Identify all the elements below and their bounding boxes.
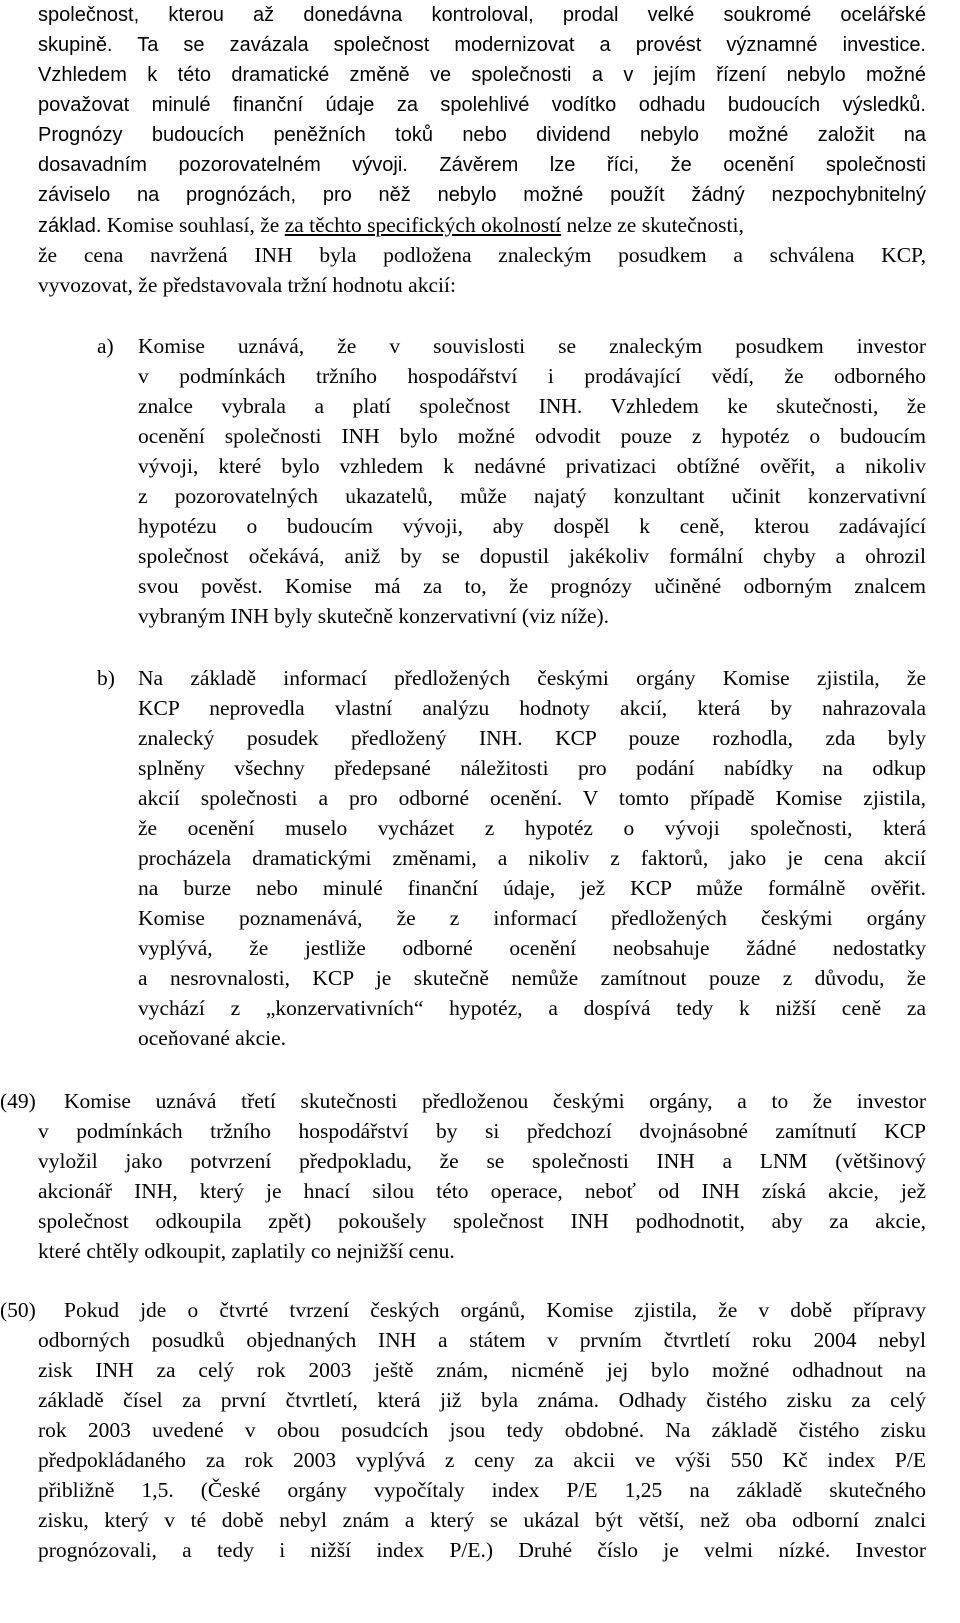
text-line: že cena navržená INH byla podložena znaleckým posudkem a schválena KCP, xyxy=(38,243,926,267)
text-line: odborných posudků objednaných INH a státem v prvním čtvrtletí roku 2004 nebyl xyxy=(38,1328,926,1352)
text-line: prognózovali, a tedy i nižší index P/E.) Druhé číslo je velmi nízké. Investor xyxy=(38,1538,926,1562)
text-line: a nesrovnalosti, KCP je skutečně nemůže zamítnout pouze z důvodu, že xyxy=(138,966,926,990)
text-line: skupině. Ta se zavázala společnost modernizovat a provést významné investice. xyxy=(38,34,926,56)
text-line: akcií společnosti a pro odborné ocenění. V tomto případě Komise zjistila, xyxy=(138,786,926,810)
text-line: z pozorovatelných ukazatelů, může najatý konzultant učinit konzervativní xyxy=(138,484,926,508)
text-line: ocenění společnosti INH bylo možné odvodit pouze z hypotéz o budoucím xyxy=(138,424,926,448)
text-line: Vzhledem k této dramatické změně ve společnosti a v jejím řízení nebylo možné xyxy=(38,64,926,86)
list-label: b) xyxy=(97,666,115,690)
text-line: znalecký posudek předložený INH. KCP pouze rozhodla, zda byly xyxy=(138,726,926,750)
text-line: vybraným INH byly skutečně konzervativní (viz níže). xyxy=(138,604,610,628)
text-line: vyložil jako potvrzení předpokladu, že se společnosti INH a LNM (většinový xyxy=(38,1149,926,1173)
text-line: hypotézu o budoucím vývoji, aby dospěl k ceně, kterou zadávající xyxy=(138,514,926,538)
text-line: předpokládaného za rok 2003 vyplývá z ceny za akcii ve výši 550 Kč index P/E xyxy=(38,1448,926,1472)
text-line: rok 2003 uvedené v obou posudcích jsou tedy obdobné. Na základě čistého zisku xyxy=(38,1418,926,1442)
text-line: procházela dramatickými změnami, a nikoliv z faktorů, jako je cena akcií xyxy=(138,846,926,870)
text-line: vyvozovat, že představovala tržní hodnotu akcií: xyxy=(38,273,456,297)
text-line: Pokud jde o čtvrté tvrzení českých orgánů, Komise zjistila, že v době přípravy xyxy=(64,1298,926,1322)
text-line: v podmínkách tržního hospodářství i prodávající vědí, že odborného xyxy=(138,364,926,388)
text-line: vychází z „konzervativních“ hypotéz, a dospívá tedy k nižší ceně za xyxy=(138,996,926,1020)
text-line: Prognózy budoucích peněžních toků nebo dividend nebylo možné založit na xyxy=(38,124,926,146)
text-line: vývoji, které bylo vzhledem k nedávné privatizaci obtížné ověřit, a nikoliv xyxy=(138,454,926,478)
underlined-phrase: za těchto specifických okolností xyxy=(284,213,562,237)
text-line: které chtěly odkoupit, zaplatily co nejnižší cenu. xyxy=(38,1239,455,1263)
text-line: splněny všechny předepsané náležitosti pro podání nabídky na odkup xyxy=(138,756,926,780)
text-line: považovat minulé finanční údaje za spolehlivé vodítko odhadu budoucích výsledků. xyxy=(38,94,926,116)
text-line: svou pověst. Komise má za to, že prognózy učiněné odborným znalcem xyxy=(138,574,926,598)
text-line: na burze nebo minulé finanční údaje, jež KCP může formálně ověřit. xyxy=(138,876,926,900)
text-line: Na základě informací předložených českými orgány Komise zjistila, že xyxy=(138,666,926,690)
paragraph-number: (49) xyxy=(0,1089,36,1113)
text-line: vyplývá, že jestliže odborné ocenění neobsahuje žádné nedostatky xyxy=(138,936,926,960)
text-line: společnost, kterou až donedávna kontroloval, prodal velké soukromé ocelářské xyxy=(38,4,926,26)
text-line: oceňované akcie. xyxy=(138,1026,287,1050)
list-label: a) xyxy=(97,334,114,358)
text-line: Komise uznává, že v souvislosti se znaleckým posudkem investor xyxy=(138,334,926,358)
text-line: znalce vybrala a platí společnost INH. Vzhledem ke skutečnosti, že xyxy=(138,394,926,418)
paragraph-number: (50) xyxy=(0,1298,36,1322)
text-line: společnost očekává, aniž by se dopustil jakékoliv formální chyby a ohrozil xyxy=(138,544,926,568)
text-run: Komise souhlasí, že xyxy=(101,213,285,237)
text-run: základ. xyxy=(38,215,102,237)
text-line: v podmínkách tržního hospodářství by si předchozí dvojnásobné zamítnutí KCP xyxy=(38,1119,926,1143)
text-line: akcionář INH, který je hnací silou této operace, neboť od INH získá akcie, jež xyxy=(38,1179,926,1203)
text-line: společnost odkoupila zpět) pokoušely společnost INH podhodnotit, aby za akcie, xyxy=(38,1209,926,1233)
text-line: záviselo na prognózách, pro něž nebylo možné použít žádný nezpochybnitelný xyxy=(38,184,926,206)
text-line: že ocenění muselo vycházet z hypotéz o vývoji společnosti, která xyxy=(138,816,926,840)
text-line xyxy=(38,210,926,240)
text-run: nelze ze skutečnosti, xyxy=(561,213,744,237)
text-line: dosavadním pozorovatelném vývoji. Závěrem lze říci, že ocenění společnosti xyxy=(38,154,926,176)
text-line: základě čísel za první čtvrtletí, která již byla známa. Odhady čistého zisku za celý xyxy=(38,1388,926,1412)
text-line: zisku, který v té době nebyl znám a který se ukázal být větší, než oba odborní znalci xyxy=(38,1508,926,1532)
text-line: Komise uznává třetí skutečnosti předloženou českými orgány, a to že investor xyxy=(64,1089,926,1113)
text-line: přibližně 1,5. (České orgány vypočítaly index P/E 1,25 na základě skutečného xyxy=(38,1478,926,1502)
text-line: KCP neprovedla vlastní analýzu hodnoty akcií, která by nahrazovala xyxy=(138,696,926,720)
text-line: Komise poznamenává, že z informací předložených českými orgány xyxy=(138,906,926,930)
text-line: zisk INH za celý rok 2003 ještě znám, nicméně jej bylo možné odhadnout na xyxy=(38,1358,926,1382)
